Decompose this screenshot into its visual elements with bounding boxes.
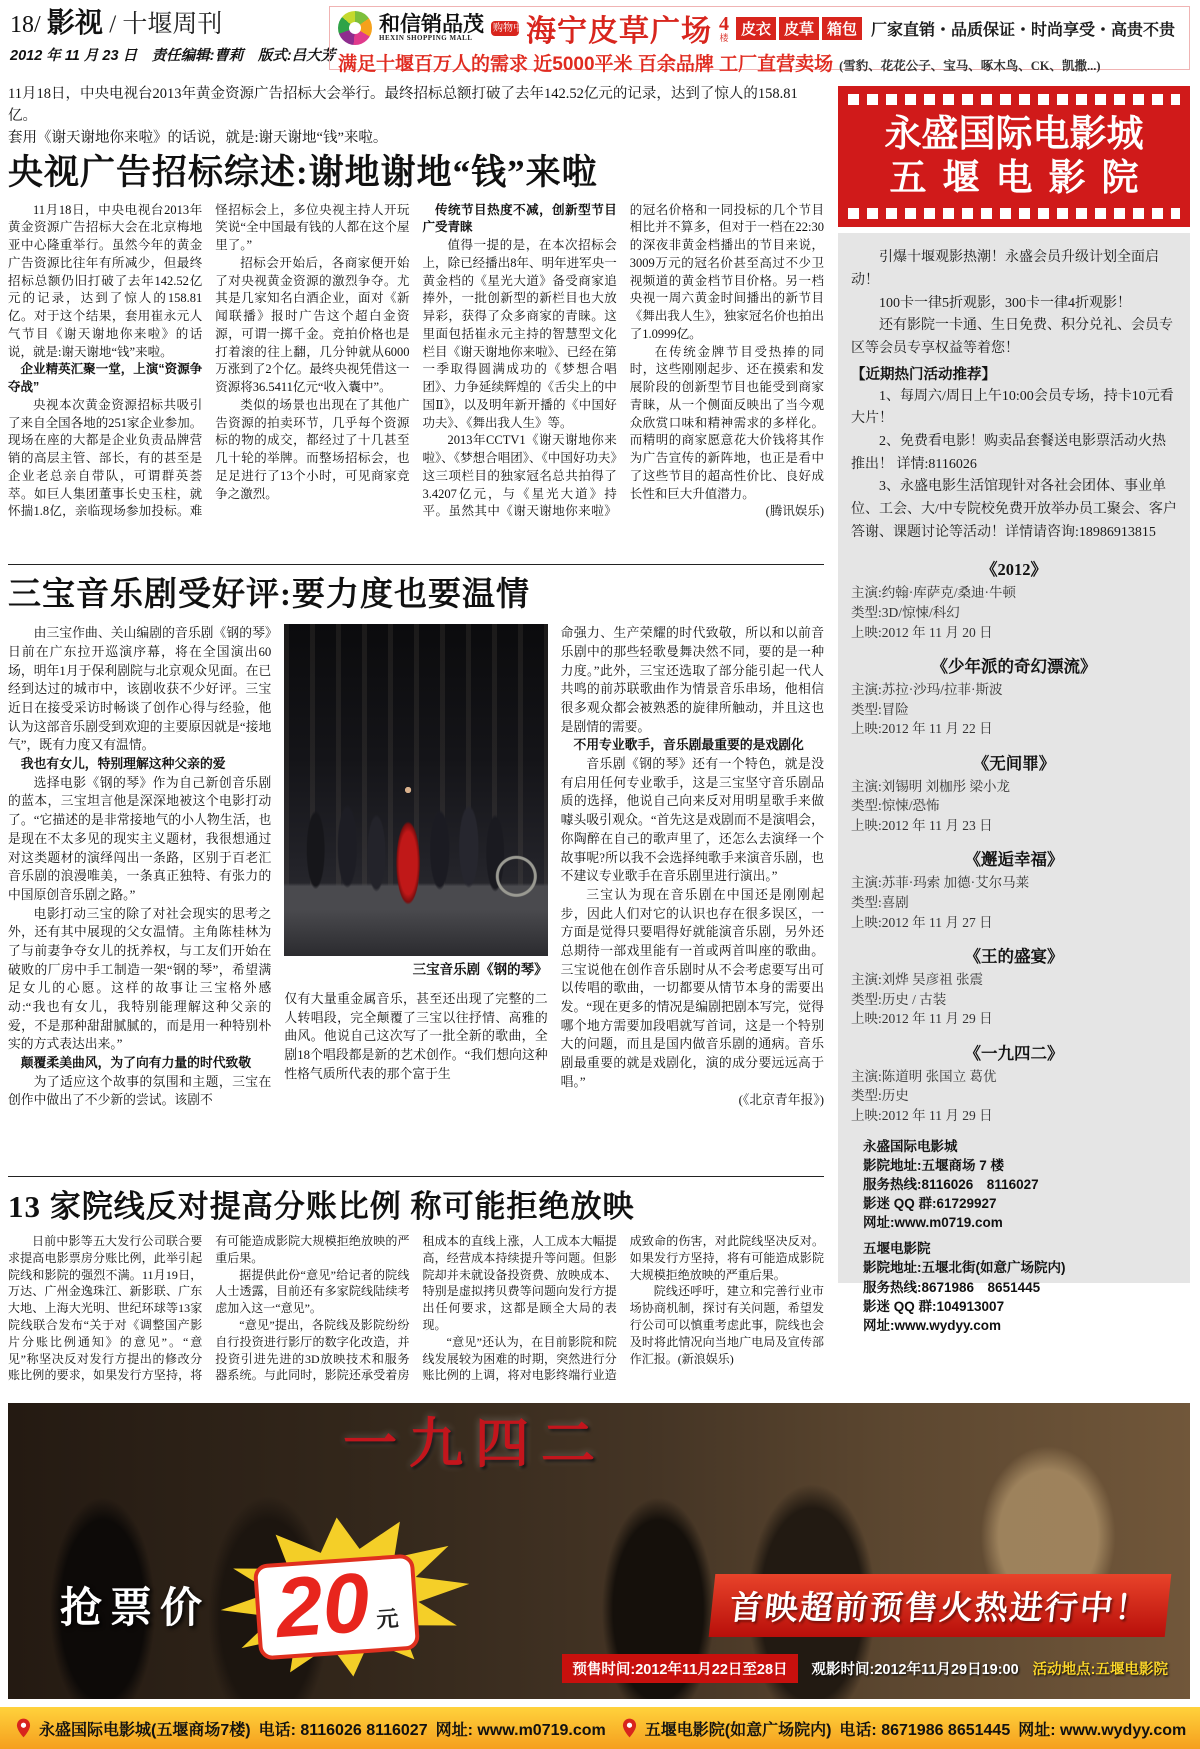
ad-tag-leather-clothes: 皮衣 — [736, 17, 776, 40]
floor-char: 楼 — [719, 32, 729, 43]
article2-col2 — [284, 624, 547, 1166]
paragraph: 在传统金牌节目受热捧的同时，这些刚刚起步、还在摸索和发展阶段的创新型节目也能受到商家青睐，从一个侧面反映出了当今观众欣赏口味和精神需求的多样化。而精明的商家愿意花大价钱将其作为广告宣传的新阵地，也正是看中了这些节目的超高性价比、良好成长性和巨大升值潜力。 — [629, 344, 824, 501]
promo-text — [851, 247, 1177, 544]
paragraph: 为了适应这个故事的氛围和主题，三宝在创作中做出了不少新的尝试。该剧不 — [8, 1074, 272, 1108]
masthead — [0, 0, 1200, 75]
contact-address: 影院地址:五堰北街(如意广场院内) — [863, 1260, 1066, 1276]
article3-body — [8, 1233, 824, 1393]
subhead: 颠覆柔美曲风，为了向有力量的时代致敬 — [20, 1054, 252, 1070]
contact-name: 五堰电影院 — [863, 1241, 931, 1257]
article2-col3 — [561, 624, 824, 1166]
subhead: 企业精英汇聚一堂，上演“资源争夺战” — [8, 362, 203, 394]
paragraph: “意见”还认为，在目前影院和院线发展较为困难的时期，突然进行分账比例的上调，将对电影终端行业造成致命的伤害，对此院线坚决反对。如果发行方坚持，将有可能造成影院大规模拒绝放映的严重后果。 — [422, 1234, 824, 1383]
main-column — [8, 84, 824, 1393]
presale-dates: 预售时间:2012年11月22日至28日 — [562, 1654, 797, 1683]
activity-item: 1、每周六/周日上午10:00会员专场，持卡10元看大片！ — [851, 388, 1174, 427]
paragraph: 仅有大量重金属音乐，甚至还出现了完整的二人转唱段，完全颠覆了三宝以往抒情、高雅的曲风。他说自己这次写了一批全新的歌曲，全剧18个唱段都是新的艺术创作。“我们想向这种性格气质所代表的那个富于生 — [284, 992, 548, 1081]
movie-card — [851, 943, 1177, 1029]
paragraph: 选择电影《钢的琴》作为自己新创音乐剧的蓝本，三宝坦言他是深深地被这个电影打动了。“它描述的是非常接地气的小人物生活，也是现在不太多见的现实主义题材，我很想通过对这类题材的演绎闯出一条路，区别于百老汇音乐剧的浪漫唯美，一条真正独特、有张力的中国原创音乐剧之路。” — [8, 775, 272, 902]
filmstrip-top-icon — [848, 94, 1180, 105]
activities-header: 【近期热门活动推荐】 — [851, 366, 996, 383]
movie-cast: 主演:陈道明 张国立 葛优 — [851, 1068, 997, 1084]
price-box — [253, 1554, 421, 1661]
event-location: 活动地点:五堰电影院 — [1032, 1662, 1168, 1679]
paragraph: 三宝认为现在音乐剧在中国还是刚刚起步，因此人们对它的认识也存在很多误区，一方面是觉得只要唱得好就能演音乐剧，另外还总期待一部戏里能有一首或两首叫座的歌曲。三宝说他在创作音乐剧时从不会考虑要写出可以传唱的歌曲，一切都要从情节本身的需要出发。“现在更多的情况是编剧把剧本写完，觉得哪个地方需要加段唱就写首词，这是一个特别大的问题，而且是国内做音乐剧的通病。音乐剧最重要的就是戏剧化，演的成分要远远高于唱。” — [560, 887, 824, 1089]
paragraph: 据提供此份“意见”给记者的院线人士透露，目前还有多家院线陆续考虑加入这一“意见”。 — [215, 1267, 410, 1316]
location-pin-icon — [622, 1718, 637, 1738]
cinema-panel — [838, 233, 1190, 1333]
paragraph: 央视本次黄金资源招标共吸引了来自全国各地的251家企业参加。现场在座的大都是企业负责品牌营销的高层主管、部长，有的甚至是企业老总亲自带队，可谓群英荟萃。如巨人集团董事长史玉柱，就怀揣1.8亿，亲临现场参加投标。难怪招标会上，多位央视主持人开玩笑说“全中国最有钱的人都在这个屋里了。” — [8, 202, 410, 519]
promo-line: 引爆十堰观影热潮！永盛会员升级计划全面启动！ — [851, 250, 1159, 288]
movie-genre: 类型:惊悚/恐怖 — [851, 798, 940, 814]
promo-line: 100卡一律5折观影，300卡一律4折观影！ — [879, 295, 1131, 311]
paragraph: 类似的场景也出现在了其他广告资源的拍卖环节，几乎每个资源标的物的成交，都经过了十几甚至几十轮的举牌。而整场招标会，也足足进行了13个小时，可见商家竞争之激烈。 — [215, 397, 410, 501]
presale-banner: 首映超前预售火热进行中！ — [709, 1574, 1172, 1637]
floor-number: 4 — [719, 12, 729, 35]
contact-qq: 影迷 QQ 群:104913007 — [863, 1298, 1005, 1314]
movie-title: 《王的盛宴》 — [964, 947, 1064, 967]
cinema-name-1: 永盛国际电影城 — [884, 114, 1144, 155]
bottom-info-bar — [0, 1707, 1200, 1749]
filmstrip-bottom-icon — [848, 208, 1180, 219]
article-divider — [8, 1176, 824, 1177]
paragraph: 11月18日，中央电视台2013年黄金资源广告招标大会在北京梅地亚中心隆重举行。虽然今年的黄金广告资源比往年有所减少，但最终招标总额仍旧打破了去年142.52亿元的记录，达到了惊人的158.81亿。对于这个结果，套用崔永元人气节目《谢天谢地你来啦》的话说，就是:谢天谢地“钱”来啦。 — [8, 202, 203, 359]
movie-card — [851, 750, 1177, 836]
movie-cast: 主演:约翰·库萨克/桑迪·牛顿 — [851, 585, 1016, 601]
paragraph: 音乐剧《钢的琴》还有一个特色，就是没有启用任何专业歌手，这是三宝坚守音乐剧品质的选择，他说自己向来反对用明星歌手来做噱头吸引观众。“首先这是戏剧而不是演唱会，你陶醉在自己的歌声里了，还怎么去演绎一个故事呢?所以我不会选择纯歌手来演音乐剧，也不建议专业歌手在音乐剧里进行演出。” — [560, 757, 824, 884]
lead-intro-line2: 套用《谢天谢地你来啦》的话说，就是:谢天谢地“钱”来啦。 — [8, 129, 388, 146]
footer-cinema-website: 网址: www.wydyy.com — [1018, 1721, 1187, 1739]
top-ad-row1 — [338, 9, 1181, 47]
movie-title: 《一九四二》 — [964, 1043, 1064, 1063]
movie-release: 上映:2012 年 11 月 27 日 — [851, 914, 993, 930]
movie-genre: 类型:历史 — [851, 1088, 909, 1104]
paragraph: 日前中影等五大发行公司联合要求提高电影票房分账比例，此举引起院线和影院的强烈不满。11月19日，万达、广州金逸珠江、新影联、广东大地、上海大光明、世纪环球等13家院线联合发布“关于对《调整国产影片分账比例通知》的意见”。“意见”称坚决反对发行方提出的修改分账比例的要求，如果发行方坚持，将有可能造成影院大规模拒绝放映的严重后果。 — [8, 1234, 410, 1383]
lead-intro — [8, 84, 824, 149]
page-title — [10, 6, 315, 40]
hexin-brand-cn: 和信销品茂 — [379, 13, 484, 36]
ad-subline: 满足十堰百万人的需求 近5000平米 百余品牌 工厂直营卖场 — [338, 54, 834, 75]
footer-cinema-website: 网址: www.m0719.com — [435, 1721, 606, 1739]
cinema-contacts — [851, 1137, 1177, 1336]
movie-cast: 主演:刘烨 吴彦祖 张震 — [851, 972, 984, 988]
activity-item: 3、永盛电影生活馆现针对各社会团体、事业单位、工会、大/中专院校免费开放举办员工聚会、客户答谢、课题讨论等活动！详情请咨询:18986913815 — [851, 479, 1177, 540]
paragraph: 电影打动三宝的除了对社会现实的思考之外，还有其中展现的父女温情。主角陈桂林为了与前妻争夺女儿的抚养权，与工友们开始在破败的厂房中手工制造一架“钢的琴”，希望满足女儿的心愿。这样的故事让三宝格外感动:“我也有女儿，我特别能理解这种父亲的爱，不是那种甜甜腻腻的，而是用一种特别朴实的方式表达出来。” — [8, 906, 272, 1052]
subhead: 传统节目热度不减，创新型节目广受青睐 — [422, 202, 617, 235]
promo-line: 还有影院一卡通、生日免费、积分兑礼、会员专区等会员专享权益等着您！ — [851, 318, 1173, 356]
lead-intro-line1: 11月18日，中央电视台2013年黄金资源广告招标大会举行。最终招标总额打破了去年142.52亿元的记录，达到了惊人的158.81亿。 — [8, 86, 798, 124]
musical-stage-photo — [284, 624, 547, 956]
movie-card — [851, 653, 1177, 739]
cinema-name-2: 五堰电影院 — [889, 157, 1155, 199]
movie-genre: 类型:冒险 — [851, 701, 909, 717]
price-value: 20 — [272, 1555, 373, 1656]
paragraph: 值得一提的是，在本次招标会上，除已经播出8年、明年进军央一黄金档的《星光大道》备受商家追捧外，一批创新型的新栏目也大放异彩，获得了众多商家的青睐。这里面包括崔永元主持的智慧型文化栏目《谢天谢地你来啦》、已经在第一季取得圆满成功的《梦想合唱团》、力争延续辉煌的《舌尖上的中国Ⅱ》，以及明年新开播的《中国好功夫》、《舞出我人生》等。 — [422, 238, 617, 430]
contact-qq: 影迷 QQ 群:61729927 — [863, 1195, 997, 1211]
source-credit: (腾讯娱乐) — [765, 504, 824, 519]
movie-listings — [851, 556, 1177, 1125]
price-label: 抢票价 — [60, 1586, 211, 1633]
movie-cast: 主演:刘锡明 刘枷彤 梁小龙 — [851, 778, 1011, 794]
paragraph: 招标会开始后，各商家便开始了对央视黄金资源的激烈争夺。尤其是几家知名白酒企业，面对《新闻联播》报时广告这个超白金资源，可谓一掷千金。竞拍价格也是打着滚的往上翻，几分钟就从6000万涨到了2个亿。最终央视凭借这一资源将36.5411亿元“收入囊中”。 — [215, 255, 410, 394]
paragraph: “意见”提出，各院线及影院纷纷自行投资进行影厅的数字化改造，并投资引进先进的3D放映技术和服务器系统。与此同时，影院还承受着房租成本的直线上涨，人工成本大幅提高，经营成本持续提升等问题。但影院却并未就设备投资费、放映成本、特别是虚拟拷贝费等问题向发行方提出任何要求，这都是顾全大局的表现。 — [215, 1234, 617, 1383]
paragraph: 由三宝作曲、关山编剧的音乐剧《钢的琴》日前在广东拉开巡演序幕，将在全国演出60场，明年1月于保利剧院与北京观众见面。在已经到达过的城市中，该剧收获不少好评。三宝近日在接受采访时畅谈了创作心得与经验，他认为这部音乐剧受到欢迎的主要原因就是“接地气”，既有力度又有温情。 — [8, 626, 272, 753]
movie-genre: 类型:历史 / 古装 — [851, 991, 947, 1007]
shopping-center-badge: 购物中心 — [493, 22, 533, 34]
subhead: 我也有女儿，特别理解这种父亲的爱 — [20, 756, 226, 772]
cinema-sidebar — [838, 84, 1190, 1393]
movie-title: 《2012》 — [981, 560, 1047, 580]
top-ad-banner — [329, 6, 1190, 75]
source-credit: (《北京青年报》) — [738, 1093, 824, 1108]
movie-cast: 主演:苏拉·沙玛/拉菲·斯波 — [851, 682, 1003, 698]
paragraph: 院线还呼吁，建立和完善行业市场协商机制，探讨有关问题，希望发行公司可以慎重考虑此事，院线也会及时将此情况向当地广电局及宣传部作汇报。(新浪娱乐) — [629, 1284, 824, 1366]
movie-card — [851, 1040, 1177, 1126]
article1-body — [8, 202, 824, 554]
movie-cast: 主演:苏菲·玛索 加德·艾尔马莱 — [851, 875, 1030, 891]
ad-tag-bags: 箱包 — [822, 17, 862, 40]
cinema-titles — [848, 113, 1180, 200]
movie-release: 上映:2012 年 11 月 29 日 — [851, 1011, 993, 1027]
footer-cinema-name: 五堰电影院(如意广场院内) — [644, 1721, 832, 1739]
paragraph: 命强力、生产荣耀的时代致敬，所以和以前音乐剧中的那些轻歌曼舞决然不同，要的是一种力度。”此外，三宝还选取了部分能引起一代人共鸣的前苏联歌曲作为情景音乐串场，他相信很多观众都会被熟悉的旋律所触动，并且这也是剧情的需要。 — [560, 626, 824, 734]
contact-group — [863, 1239, 1177, 1335]
contact-website: 网址:www.m0719.com — [863, 1215, 1003, 1231]
photo-caption: 三宝音乐剧《钢的琴》 — [412, 962, 548, 978]
article2-body — [8, 624, 824, 1166]
hexin-logo-icon — [338, 11, 372, 45]
movie-title: 《少年派的奇幻漂流》 — [931, 657, 1097, 677]
location-pin-icon — [16, 1718, 31, 1738]
ad-brands-note: (雪豹、花花公子、宝马、啄木鸟、CK、凯撒...) — [839, 59, 1101, 73]
contact-website: 网址:www.wydyy.com — [863, 1317, 1002, 1333]
article1-headline: 央视广告招标综述:谢地谢地“钱”来啦 — [8, 153, 598, 193]
movie-release: 上映:2012 年 11 月 29 日 — [851, 1107, 993, 1123]
masthead-left — [10, 6, 336, 70]
contact-phone: 服务热线:8671986 8651445 — [863, 1279, 1041, 1295]
ad-tags — [736, 17, 862, 40]
ad-slogan: 厂家直销・品质保证・时尚享受・高贵不贵 — [871, 21, 1176, 39]
article2-headline: 三宝音乐剧受好评:要力度也要温情 — [8, 576, 530, 613]
movie-release: 上映:2012 年 11 月 23 日 — [851, 817, 993, 833]
cinema-header — [838, 86, 1190, 227]
contact-phone: 服务热线:8116026 8116027 — [863, 1176, 1039, 1192]
ad-title: 海宁皮草广场 — [526, 15, 712, 48]
movie-title: 《邂逅幸福》 — [964, 850, 1064, 870]
hexin-brand — [379, 14, 484, 42]
movie-ad-1942 — [8, 1403, 1190, 1699]
section-name: 影视 — [46, 7, 103, 38]
movie-release: 上映:2012 年 11 月 22 日 — [851, 721, 993, 737]
price-unit: 元 — [375, 1605, 400, 1633]
movie-ad-title: 一九四二 — [343, 1414, 607, 1475]
footer-cinema-phone: 电话: 8116026 8116027 — [258, 1721, 428, 1739]
ad-tag-fur: 皮草 — [779, 17, 819, 40]
subhead: 不用专业歌手，音乐剧最重要的是戏剧化 — [573, 737, 804, 753]
top-ad-row2 — [338, 49, 1181, 76]
page-number: 18/ — [10, 12, 41, 38]
movie-genre: 类型:喜剧 — [851, 895, 909, 910]
movie-card — [851, 846, 1177, 932]
screening-time: 观影时间:2012年11月29日19:00 — [811, 1662, 1019, 1679]
footer-cinema-phone: 电话: 8671986 8651445 — [839, 1721, 1011, 1739]
footer-cinema-name: 永盛国际电影城(五堰商场7楼) — [39, 1721, 251, 1739]
floor-label — [719, 14, 729, 43]
presale-schedule — [562, 1654, 1168, 1683]
article3-headline: 13 家院线反对提高分账比例 称可能拒绝放映 — [8, 1189, 635, 1225]
movie-genre: 类型:3D/惊悚/科幻 — [851, 604, 960, 620]
paragraph: 2013年CCTV1《谢天谢地你来啦》、《梦想合唱团》、《中国好功夫》这三项栏目的独家冠名总共拍得了3.4207亿元，与《星光大道》持平。虽然其中《谢天谢地你来啦》的冠名价格和一同投标的几个节目相比并不算多，但对于一档在22:30的深夜非黄金档播出的节目来说，3009万元的冠名价甚至高过不少卫视频道的黄金档节目价格。另一档央视一周六黄金时间播出的新节目《舞出我人生》，独家冠名价也拍出了1.0999亿。 — [422, 202, 824, 519]
contact-group — [863, 1137, 1177, 1233]
dateline: 2012 年 11 月 23 日 责任编辑:曹莉 版式:吕大芳 — [10, 48, 336, 64]
activity-item: 2、免费看电影！购卖品套餐送电影票活动火热推出！ 详情:8116026 — [851, 434, 1166, 472]
hexin-brand-en: HEXIN SHOPPING MALL — [379, 34, 473, 42]
article-divider — [8, 564, 824, 565]
movie-card — [851, 556, 1177, 642]
publication-name: / 十堰周刊 — [109, 11, 223, 38]
movie-title: 《无间罪》 — [972, 753, 1056, 773]
article2-col1 — [8, 624, 271, 1166]
contact-name: 永盛国际电影城 — [863, 1138, 958, 1154]
contact-address: 影院地址:五堰商场 7 楼 — [863, 1157, 1005, 1173]
movie-release: 上映:2012 年 11 月 20 日 — [851, 624, 993, 640]
content-row — [0, 84, 1200, 1393]
